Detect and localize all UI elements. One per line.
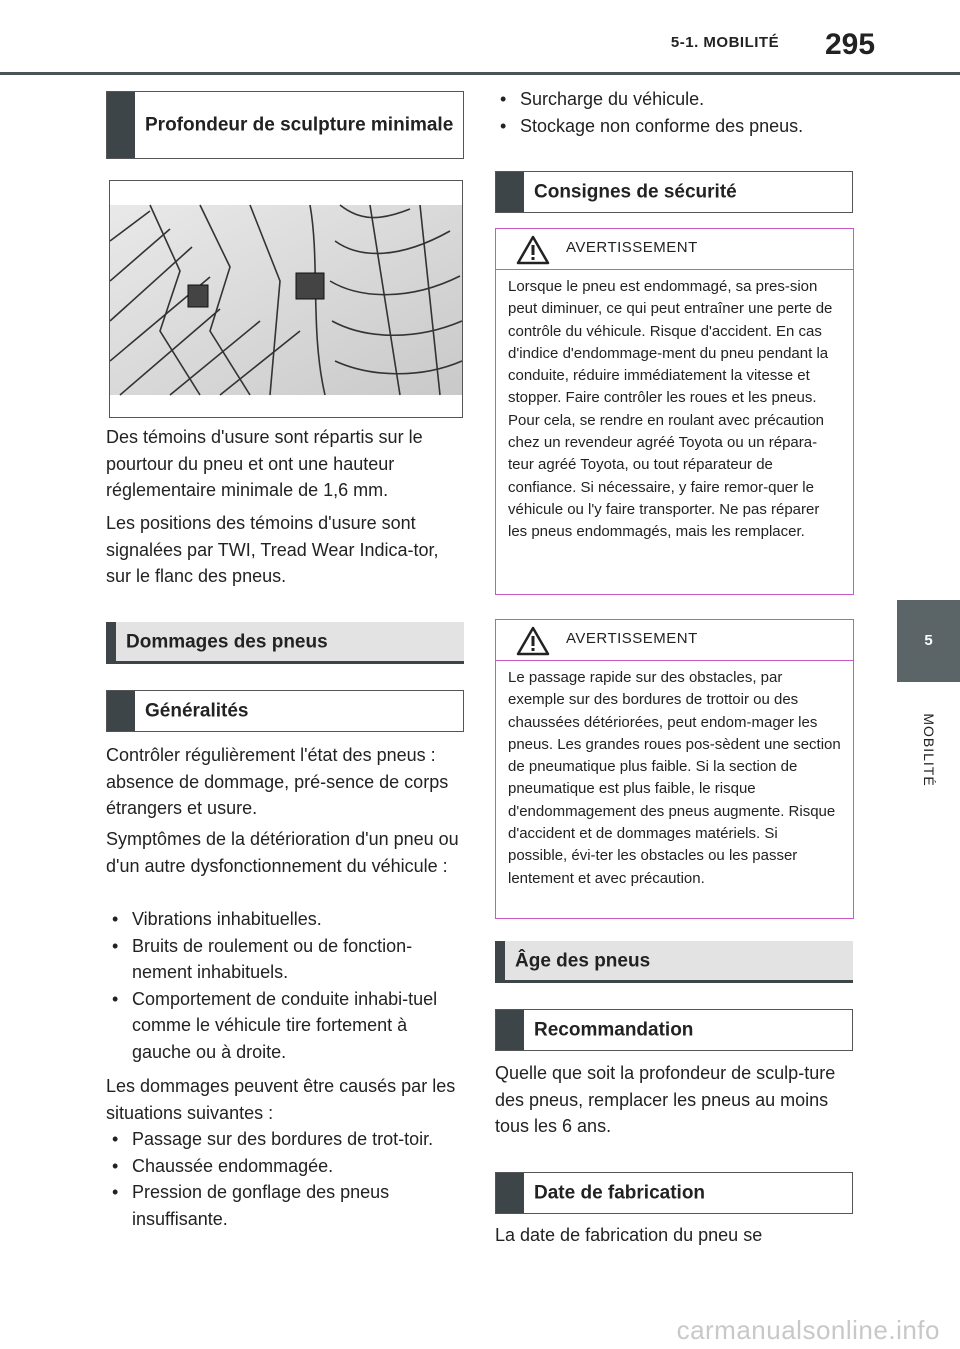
heading-bar [107,92,135,158]
list-item: • Chaussée endommagée. [106,1153,466,1180]
section-title: 5-1. MOBILITÉ [670,34,780,51]
heading-tire-age-text: Âge des pneus [515,950,651,971]
recommendation-paragraph: Quelle que soit la profondeur de sculp-ture des pneus, remplacer les pneus au moins tous les 6 ans. [495,1063,836,1136]
list-item: • Vibrations inhabituelles. [106,906,466,933]
chapter-tab[interactable]: 5 [897,600,960,682]
heading-tread-depth-text: Profondeur de sculpture minimale [145,114,454,136]
causes-list [106,1126,466,1232]
warning-body: Lorsque le pneu est endommagé, sa pres-sion peut diminuer, ce qui peut entraîner une perte de contrôle du véhicule. Risque d'accident. En cas d'indice d'endommage-ment du pneu pendant la conduite, réduire immédiatement la vitesse et stopper. Faire contrôler les roues et les pneus. Pour cela, se rendre en roulant avec précaution chez un revendeur agréé Toyota ou un répara-teur agréé Toyota, ou tout réparateur de confiance. Si nécessaire, y faire remor-quer le véhicule ou l'y faire transporter. Ne pas réparer les pneus endommagés, mais les remplacer. [508,278,833,541]
list-item: • Bruits de roulement ou de fonction-nement inhabituels. [106,933,466,986]
list-item: • Pression de gonflage des pneus insuffisante. [106,1179,466,1232]
warning-icon [516,626,550,656]
heading-safety-text: Consignes de sécurité [534,181,737,203]
heading-general-text: Généralités [145,700,249,722]
tire-tread-illustration [109,180,463,418]
heading-recommendation [495,1009,853,1051]
tread-paragraph-2: Les positions des témoins d'usure sont signalées par TWI, Tread Wear Indica-tor, sur le flanc des pneus. [106,513,439,586]
tread-paragraph-1: Des témoins d'usure sont répartis sur le pourtour du pneu et ont une hauteur réglementaire minimale de 1,6 mm. [106,427,423,500]
heading-tire-damage-text: Dommages des pneus [126,631,328,652]
warning-header [496,620,853,661]
warning-title: AVERTISSEMENT [566,630,698,647]
heading-bar [496,1173,524,1213]
warning-title: AVERTISSEMENT [566,239,698,256]
heading-manufacture-date-text: Date de fabrication [534,1182,706,1204]
manufacture-date-paragraph: La date de fabrication du pneu se [495,1225,763,1245]
heading-bar [106,622,116,661]
heading-recommendation-text: Recommandation [534,1019,694,1041]
warning-header [496,229,853,270]
causes-list-continued [494,86,864,139]
wear-indicator-1 [188,285,208,307]
general-paragraph-2: Symptômes de la détérioration d'un pneu ou d'un autre dysfonctionnement du véhicule : [106,829,459,876]
list-item: • Comportement de conduite inhabi-tuel comme le véhicule tire fortement à gauche ou à droite. [106,986,466,1066]
symptoms-list [106,906,466,1065]
list-item: • Stockage non conforme des pneus. [494,113,864,140]
chapter-label-text: MOBILITÉ [920,713,937,787]
warning-icon [516,235,550,265]
heading-bar [496,172,524,212]
general-paragraph-1: Contrôler régulièrement l'état des pneus : absence de dommage, pré-sence de corps étrangers et usure. [106,745,449,818]
watermark: carmanualsonline.info [676,1315,940,1345]
warning-box-2 [495,619,854,919]
header-divider [0,72,960,75]
warning-body: Le passage rapide sur des obstacles, par exemple sur des bordures de trottoir ou des chaussées détériorées, peut endom-mager les pneus. Les grandes roues pos-sèdent une section de pneumatique plus faible. Si la section de pneumatique est plus faible, le risque d'endommagement des pneus augmente. Risque d'accident et de dommages matériels. Si possible, évi-ter les obstacles ou les passer lentement et avec précaution. [508,669,841,887]
heading-tread-depth [106,91,464,159]
heading-tire-damage [106,622,464,664]
heading-bar [107,691,135,731]
list-item: • Passage sur des bordures de trot-toir. [106,1126,466,1153]
causes-intro: Les dommages peuvent être causés par les situations suivantes : [106,1076,456,1123]
warning-box-1 [495,228,854,595]
tire-tread-drawing [110,181,462,417]
heading-bar [495,941,505,980]
chapter-label [897,690,960,810]
heading-bar [496,1010,524,1050]
wear-indicator-2 [296,273,324,299]
page-number: 295 [824,28,876,61]
heading-tire-age [495,941,853,983]
heading-manufacture-date [495,1172,853,1214]
heading-general [106,690,464,732]
heading-safety [495,171,853,213]
list-item: • Surcharge du véhicule. [494,86,864,113]
